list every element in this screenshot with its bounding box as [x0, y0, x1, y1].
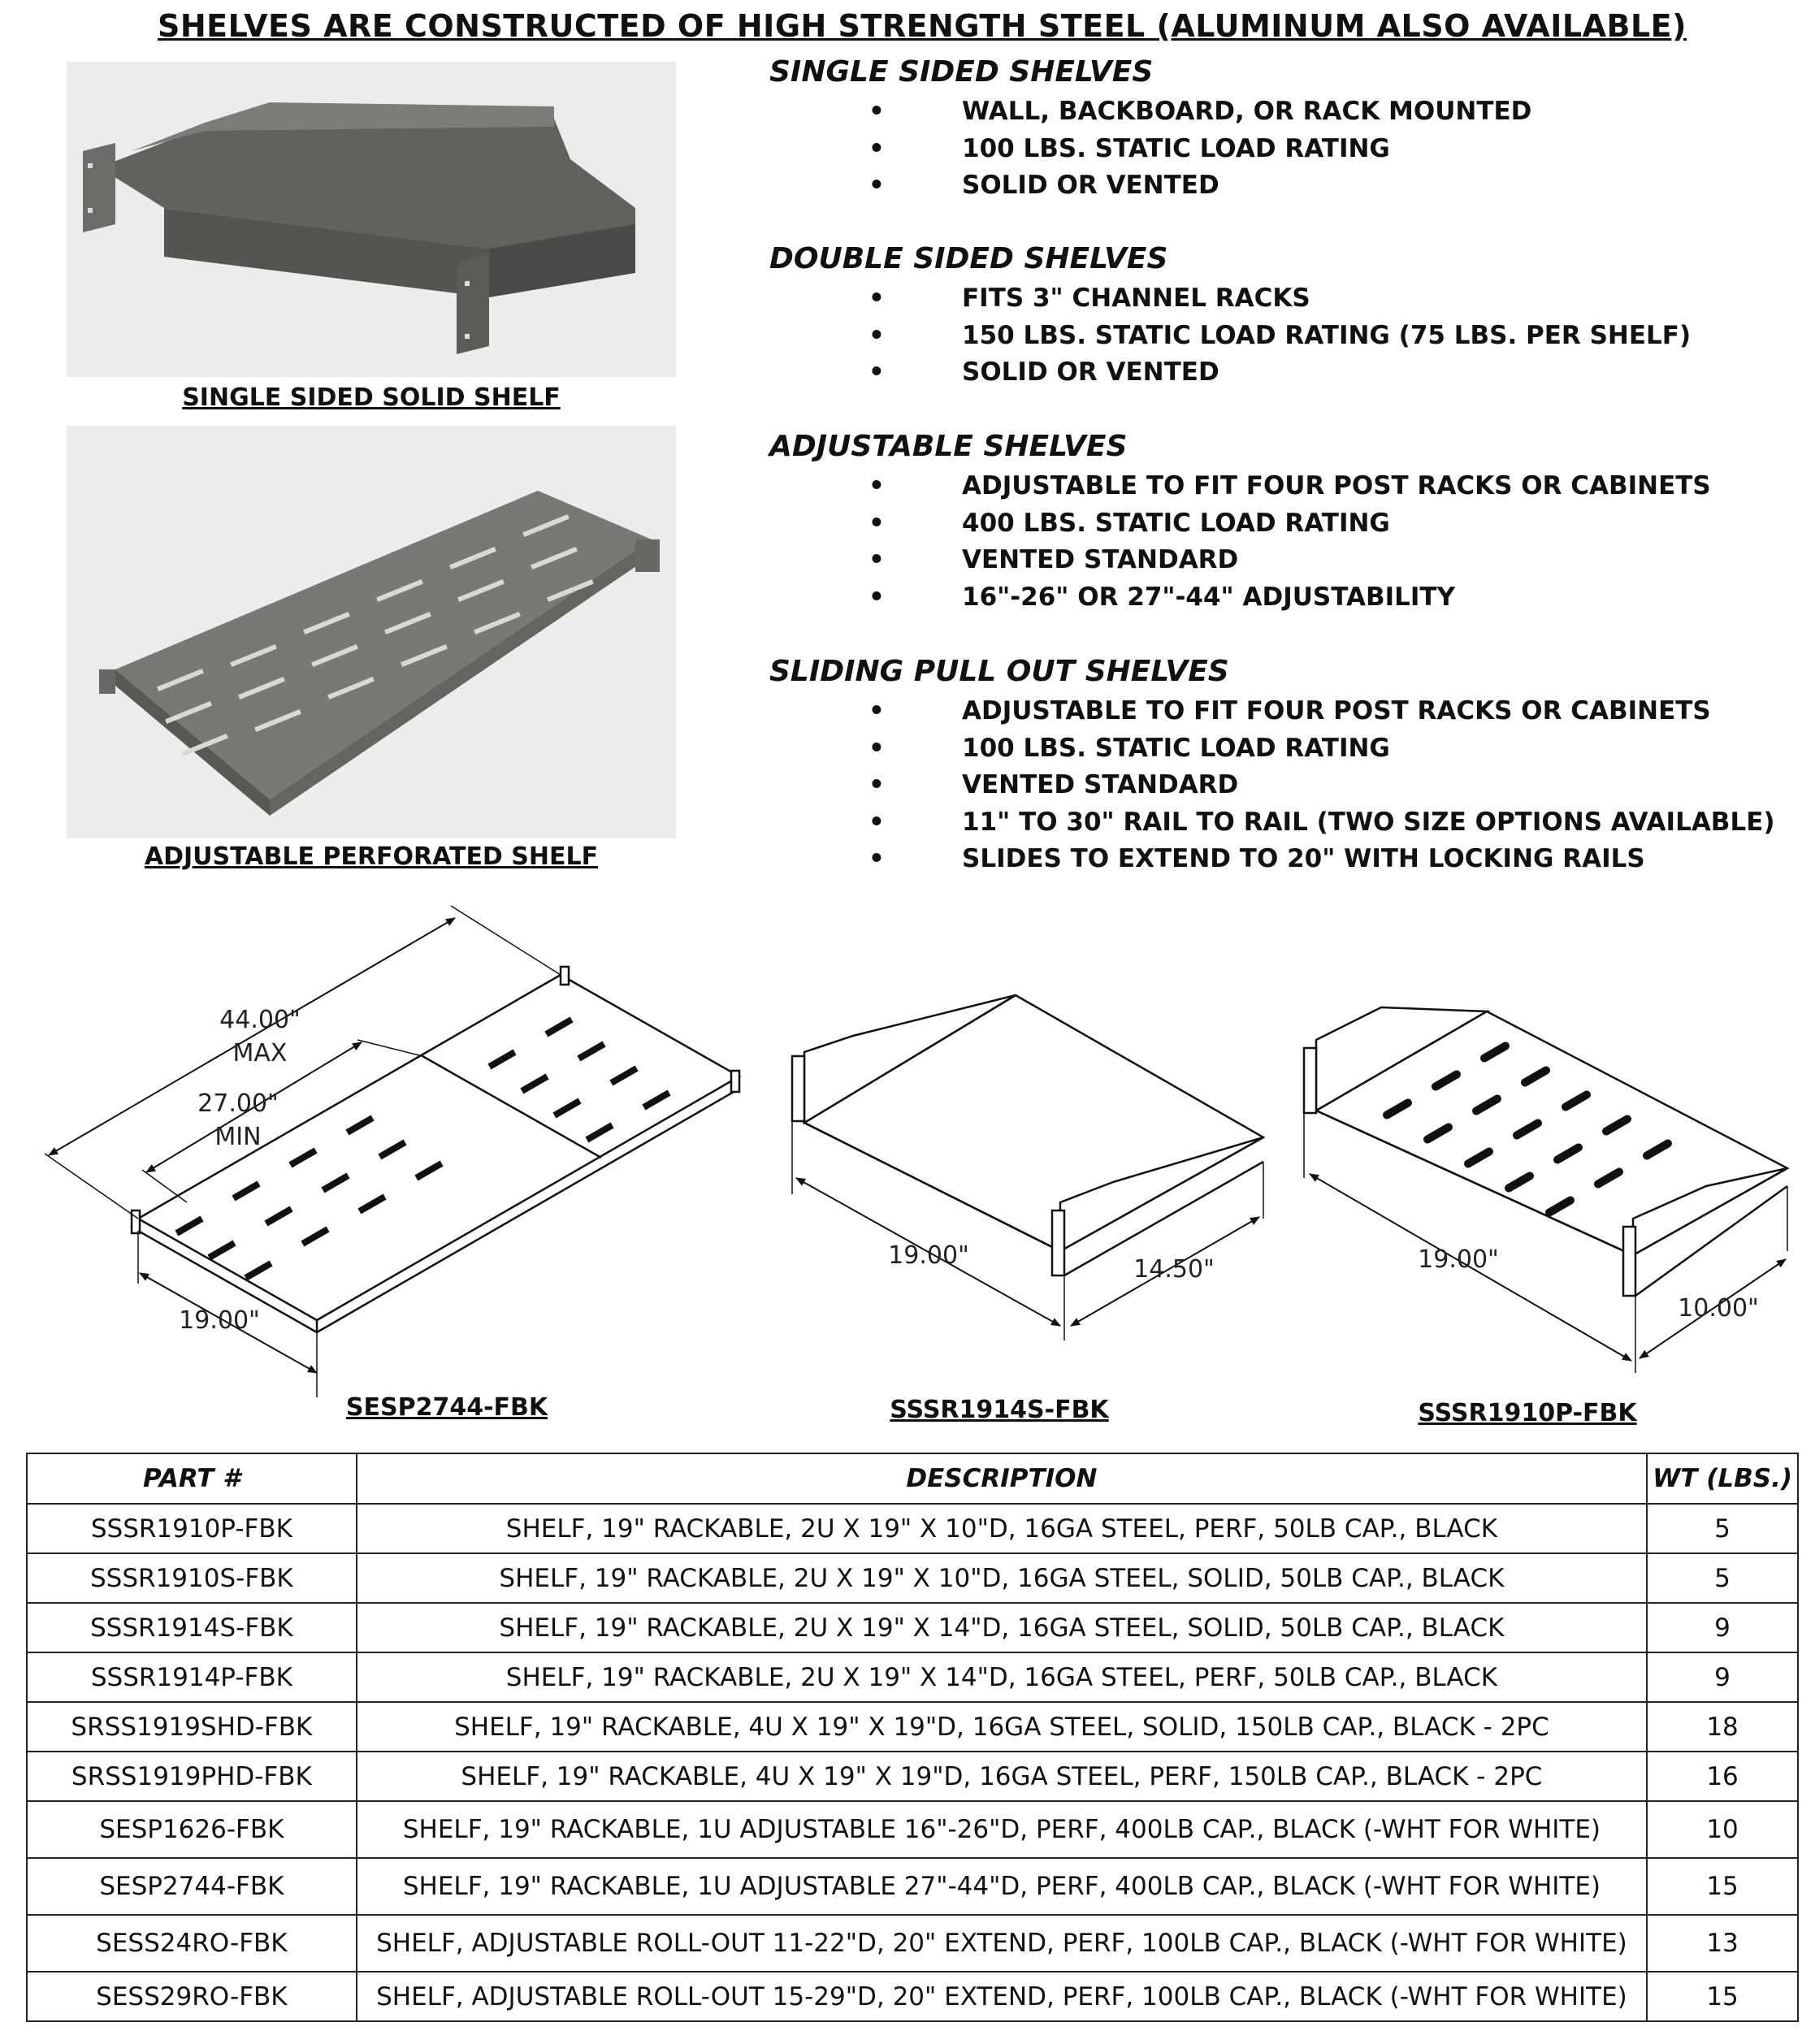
cell-weight: 9 [1647, 1603, 1798, 1652]
cell-description: SHELF, 19" RACKABLE, 1U ADJUSTABLE 16"-26"D, PERF, 400LB CAP., BLACK (-WHT FOR WHITE) [357, 1801, 1647, 1858]
technical-drawings [0, 894, 1815, 1414]
bullet-item: • 11" TO 30" RAIL TO RAIL (TWO SIZE OPTIONS AVAILABLE) [769, 804, 1801, 842]
cell-part-number: SSSR1914P-FBK [27, 1652, 357, 1702]
table-row [27, 1858, 1798, 1915]
section-adjustable [769, 430, 1801, 616]
table-header-row [27, 1453, 1798, 1504]
drawing-solid-shelf [792, 995, 1263, 1275]
cell-weight: 10 [1647, 1801, 1798, 1858]
parts-table [26, 1453, 1799, 2022]
cell-weight: 5 [1647, 1504, 1798, 1553]
cell-weight: 13 [1647, 1915, 1798, 1972]
cell-weight: 16 [1647, 1752, 1798, 1801]
table-row [27, 1702, 1798, 1752]
section-double-sided [769, 242, 1801, 392]
table-row [27, 1801, 1798, 1858]
cell-description: SHELF, 19" RACKABLE, 4U X 19" X 19"D, 16GA STEEL, SOLID, 150LB CAP., BLACK - 2PC [357, 1702, 1647, 1752]
cell-description: SHELF, 19" RACKABLE, 1U ADJUSTABLE 27"-44"D, PERF, 400LB CAP., BLACK (-WHT FOR WHITE) [357, 1858, 1647, 1915]
adjustable-perforated-shelf-photo [67, 426, 676, 838]
section-single-sided [769, 55, 1801, 205]
page-title: SHELVES ARE CONSTRUCTED OF HIGH STRENGTH STEEL (ALUMINUM ALSO AVAILABLE) [158, 8, 1687, 44]
section-sliding [769, 655, 1801, 878]
dim-width: 19.00" [1418, 1245, 1499, 1274]
cell-part-number: SRSS1919PHD-FBK [27, 1752, 357, 1801]
table-row [27, 1652, 1798, 1702]
bullet-item: • 100 LBS. STATIC LOAD RATING [769, 131, 1801, 168]
cell-description: SHELF, ADJUSTABLE ROLL-OUT 15-29"D, 20" EXTEND, PERF, 100LB CAP., BLACK (-WHT FOR WHITE) [357, 1972, 1647, 2021]
drawing-label-sssr1914s: SSSR1914S-FBK [890, 1396, 1109, 1424]
bullet-item: • SOLID OR VENTED [769, 354, 1801, 392]
dim-min-value: 27.00" [197, 1089, 279, 1118]
cell-weight: 15 [1647, 1858, 1798, 1915]
dim-depth: 14.50" [1133, 1255, 1215, 1284]
header-part-number: PART # [27, 1453, 357, 1504]
cell-description: SHELF, 19" RACKABLE, 2U X 19" X 14"D, 16GA STEEL, SOLID, 50LB CAP., BLACK [357, 1603, 1647, 1652]
header-weight: WT (LBS.) [1647, 1453, 1798, 1504]
bullet-item: • ADJUSTABLE TO FIT FOUR POST RACKS OR CABINETS [769, 468, 1801, 505]
cell-description: SHELF, 19" RACKABLE, 2U X 19" X 10"D, 16GA STEEL, PERF, 50LB CAP., BLACK [357, 1504, 1647, 1553]
bullet-item: • 400 LBS. STATIC LOAD RATING [769, 505, 1801, 543]
bullet-item: • SOLID OR VENTED [769, 167, 1801, 205]
cell-part-number: SESP2744-FBK [27, 1858, 357, 1915]
cell-part-number: SESS29RO-FBK [27, 1972, 357, 2021]
cell-part-number: SRSS1919SHD-FBK [27, 1702, 357, 1752]
cell-weight: 9 [1647, 1652, 1798, 1702]
table-row [27, 1752, 1798, 1801]
dim-width: 19.00" [888, 1241, 969, 1270]
drawing-label-sssr1910p: SSSR1910P-FBK [1418, 1399, 1637, 1427]
table-row [27, 1603, 1798, 1652]
bullet-item: • ADJUSTABLE TO FIT FOUR POST RACKS OR CABINETS [769, 693, 1801, 730]
bullet-item: • SLIDES TO EXTEND TO 20" WITH LOCKING RAILS [769, 841, 1801, 878]
dim-min-word: MIN [214, 1123, 262, 1151]
cell-description: SHELF, ADJUSTABLE ROLL-OUT 11-22"D, 20" EXTEND, PERF, 100LB CAP., BLACK (-WHT FOR WHITE) [357, 1915, 1647, 1972]
bullet-item: • 150 LBS. STATIC LOAD RATING (75 LBS. PER SHELF) [769, 318, 1801, 355]
photo-caption-single: SINGLE SIDED SOLID SHELF [182, 383, 561, 412]
bullet-item: • 100 LBS. STATIC LOAD RATING [769, 730, 1801, 768]
cell-weight: 15 [1647, 1972, 1798, 2021]
photo-caption-adjustable: ADJUSTABLE PERFORATED SHELF [144, 842, 599, 871]
cell-weight: 18 [1647, 1702, 1798, 1752]
dim-max-value: 44.00" [219, 1006, 301, 1034]
cell-description: SHELF, 19" RACKABLE, 4U X 19" X 19"D, 16GA STEEL, PERF, 150LB CAP., BLACK - 2PC [357, 1752, 1647, 1801]
section-title: SINGLE SIDED SHELVES [769, 55, 1154, 89]
cell-part-number: SSSR1910S-FBK [27, 1553, 357, 1603]
table-row [27, 1553, 1798, 1603]
cell-description: SHELF, 19" RACKABLE, 2U X 19" X 10"D, 16GA STEEL, SOLID, 50LB CAP., BLACK [357, 1553, 1647, 1603]
cell-part-number: SSSR1910P-FBK [27, 1504, 357, 1553]
dim-depth: 10.00" [1678, 1294, 1759, 1323]
cell-description: SHELF, 19" RACKABLE, 2U X 19" X 14"D, 16GA STEEL, PERF, 50LB CAP., BLACK [357, 1652, 1647, 1702]
drawing-label-sesp2744: SESP2744-FBK [345, 1393, 548, 1422]
cell-part-number: SESS24RO-FBK [27, 1915, 357, 1972]
bullet-item: • VENTED STANDARD [769, 542, 1801, 579]
dim-width: 19.00" [179, 1306, 260, 1335]
cell-weight: 5 [1647, 1553, 1798, 1603]
bullet-item: • WALL, BACKBOARD, OR RACK MOUNTED [769, 93, 1801, 131]
single-sided-shelf-photo [67, 62, 676, 377]
table-row [27, 1915, 1798, 1972]
bullet-item: • FITS 3" CHANNEL RACKS [769, 280, 1801, 318]
table-row [27, 1504, 1798, 1553]
section-title: DOUBLE SIDED SHELVES [769, 242, 1168, 275]
table-row [27, 1972, 1798, 2021]
section-title: SLIDING PULL OUT SHELVES [769, 655, 1229, 688]
cell-part-number: SSSR1914S-FBK [27, 1603, 357, 1652]
cell-part-number: SESP1626-FBK [27, 1801, 357, 1858]
dim-max-word: MAX [232, 1039, 288, 1067]
section-title: ADJUSTABLE SHELVES [769, 430, 1128, 463]
header-description: DESCRIPTION [357, 1453, 1647, 1504]
drawing-perforated-shelf [1304, 1007, 1787, 1296]
bullet-item: • VENTED STANDARD [769, 767, 1801, 804]
bullet-item: • 16"-26" OR 27"-44" ADJUSTABILITY [769, 579, 1801, 617]
